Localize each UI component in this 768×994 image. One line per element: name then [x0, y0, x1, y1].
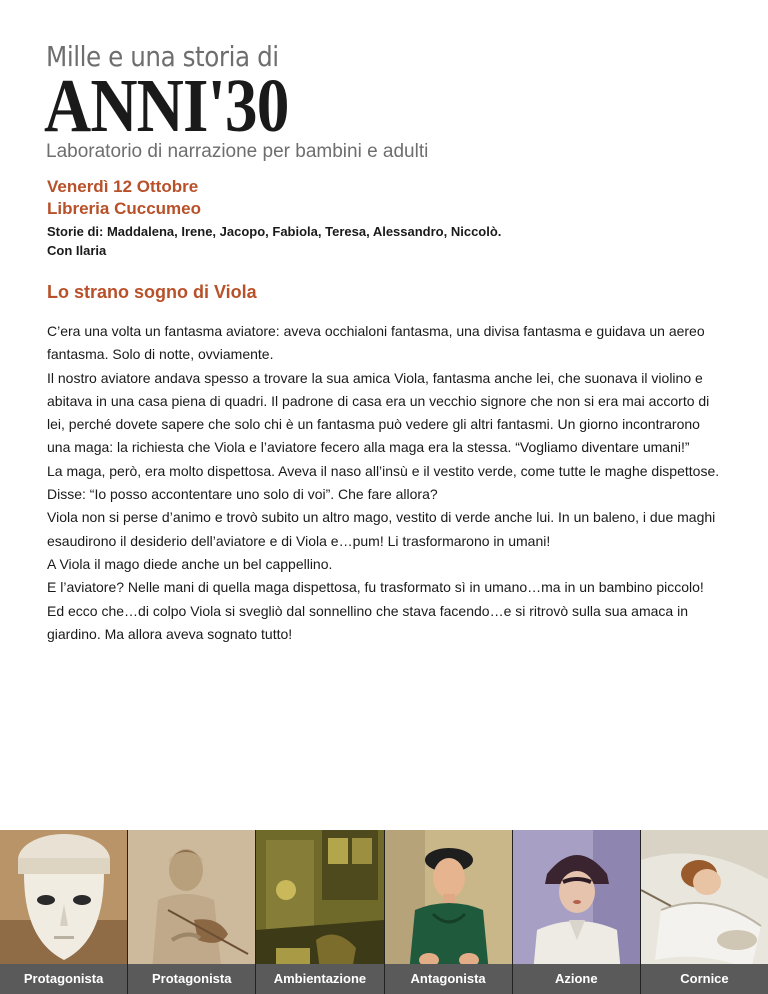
event-host: Con Ilaria [47, 243, 107, 258]
gallery-panel-azione [513, 830, 641, 994]
event-date: Venerdì 12 Ottobre [47, 177, 199, 196]
panel-label: Protagonista [128, 964, 255, 994]
story-title: Lo strano sogno di Viola [47, 282, 257, 302]
story-paragraph: Viola non si perse d’animo e trovò subito un altro mago, vestito di verde anche lui. In un baleno, i due maghi esaudirono il desiderio dell’aviatore e di Viola e…pum! Li trasformarono in umani! [47, 509, 716, 549]
story-paragraph: A Viola il mago diede anche un bel cappellino. [47, 555, 333, 572]
story-paragraph: La maga, però, era molto dispettosa. Aveva il naso all’insù e il vestito verde, come tutte le maghe dispettose. Disse: “Io posso accontentare uno solo di voi”. Che fare allora? [47, 462, 720, 503]
header-title: ANNI'30 [44, 64, 289, 148]
story-paragraph: E l’aviatore? Nelle mani di quella maga dispettosa, fu trasformato sì in umano…ma in un bambino piccolo! [47, 579, 704, 596]
story-paragraph: C’era una volta un fantasma aviatore: aveva occhialoni fantasma, una divisa fantasma e guidava un aereo fantasma. Solo di notte, ovviamente. [47, 323, 705, 363]
gallery-panel-protagonista-1 [0, 830, 128, 994]
gallery-panel-protagonista-2 [128, 830, 256, 994]
event-place: Libreria Cuccumeo [47, 199, 201, 218]
gallery-strip [0, 830, 768, 994]
story-body [47, 320, 727, 646]
header-line1: Mille e una storia di [46, 40, 279, 73]
panel-label: Protagonista [0, 964, 127, 994]
gallery-panel-ambientazione [256, 830, 384, 994]
event-authors: Storie di: Maddalena, Irene, Jacopo, Fabiola, Teresa, Alessandro, Niccolò. [47, 224, 502, 239]
gallery-panel-cornice [641, 830, 768, 994]
panel-label: Antagonista [385, 964, 512, 994]
story-paragraph: Ed ecco che…di colpo Viola si svegliò dal sonnellino che stava facendo…e si ritrovò sulla sua amaca in giardino. Ma allora aveva sognato tutto! [47, 602, 688, 642]
subtitle: Laboratorio di narrazione per bambini e adulti [46, 141, 429, 162]
panel-label: Azione [513, 964, 640, 994]
panel-label: Cornice [641, 964, 768, 994]
panel-label: Ambientazione [256, 964, 383, 994]
story-paragraph: Il nostro aviatore andava spesso a trovare la sua amica Viola, fantasma anche lei, che suonava il violino e abitava in una casa piena di quadri. Il padrone di casa era un vecchio signore che non si era mai accorto di lei, perché dovete sapere che solo chi è un fantasma può vedere gli altri fantasmi. Un giorno incontrarono una maga: la richiesta che Viola e l’aviatore fecero alla maga era la stessa. “Vogliamo diventare umani!” [47, 369, 710, 456]
gallery-panel-antagonista [385, 830, 513, 994]
